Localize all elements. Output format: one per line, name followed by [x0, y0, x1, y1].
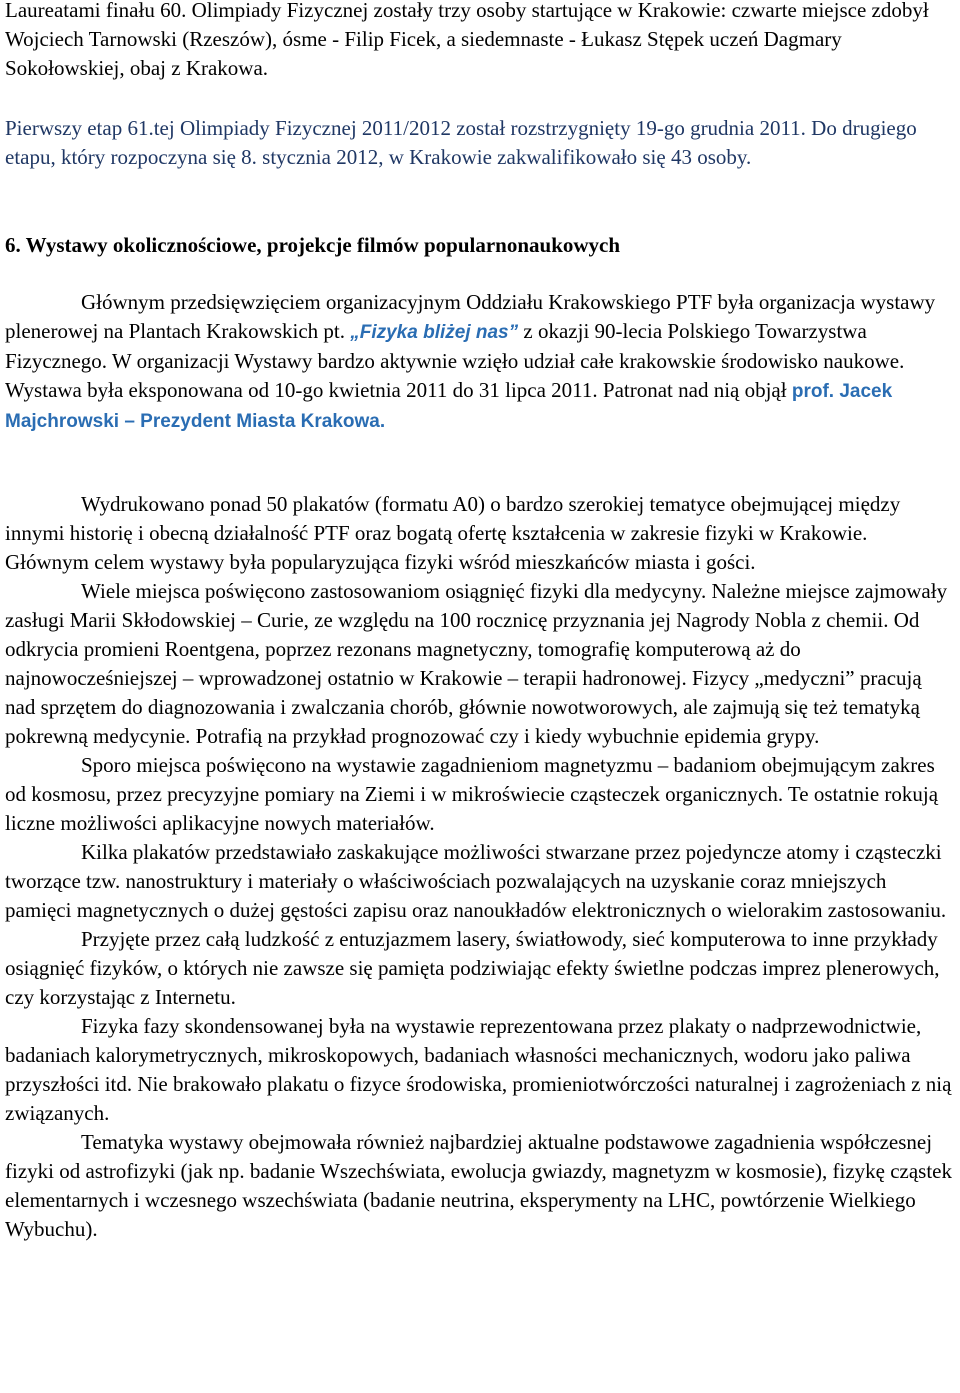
- paragraph-lasers: Przyjęte przez całą ludzkość z entuzjazmem lasery, światłowody, sieć komputerowa to inne przykłady osiągnięć fizyków, o których nie zawsze się pamięta podziwiając efekty świetlne podczas imprez plenerowych, czy korzystając z Internetu.: [5, 927, 940, 1009]
- paragraph-olympiad-first-stage: Pierwszy etap 61.tej Olimpiady Fizycznej 2011/2012 został rozstrzygnięty 19-go grudnia 2011. Do drugiego etapu, który rozpoczyna się 8. stycznia 2012, w Krakowie zakwalifikowało się 43 osoby.: [5, 116, 917, 169]
- paragraph-medicine: Wiele miejsca poświęcono zastosowaniom osiągnięć fizyki dla medycyny. Należne miejsce zajmowały zasługi Marii Skłodowskiej – Curie, ze względu na 100 rocznicę przyznania jej Nagrody Nobla z chemii. Od odkrycia promieni Roentgena, poprzez rezonans magnetyczny, tomografię komputerową aż do najnowocześniejszej – wprowadzonej ostatnio w Krakowie – terapii hadronowej. Fizycy „medyczni” pracują nad sprzętem do diagnozowania i zwalczania chorób, głównie nowotworowych, ale zajmują się też tematyką pokrewną medycynie. Potrafią na przykład prognozować czy i kiedy wybuchnie epidemia grypy.: [5, 579, 948, 748]
- paragraph-magnetism: Sporo miejsca poświęcono na wystawie zagadnieniom magnetyzmu – badaniom obejmującym zakres od kosmosu, przez precyzyjne pomiary na Ziemi i w mikroświecie cząsteczek organicznych. Te ostatnie rokują liczne możliwości aplikacyjne nowych materiałów.: [5, 753, 939, 835]
- paragraph-posters: Wydrukowano ponad 50 plakatów (formatu A0) o bardzo szerokiej tematyce obejmującej między innymi historię i obecną działalność PTF oraz bogatą ofertę kształcenia w zakresie fizyki w Krakowie. Głównym celem wystawy była popularyzująca fizyki wśród mieszkańców miasta i gości.: [5, 492, 901, 574]
- exhibition-intro-text: Głównym przedsięwzięciem organizacyjnym Oddziału Krakowskiego PTF była organizacja wystawy plenerowej na Plantach Krakowskich pt.: [5, 290, 936, 343]
- paragraph-olympiad-finalists: Laureatami finału 60. Olimpiady Fizycznej zostały trzy osoby startujące w Krakowie: czwarte miejsce zdobył Wojciech Tarnowski (Rzeszów), ósme - Filip Ficek, a siedemnaste - Łukasz Stępek uczeń Dagmary Sokołowskiej, obaj z Krakowa.: [5, 0, 929, 80]
- paragraph-exhibition-intro: [5, 288, 953, 436]
- paragraph-nanostructures: Kilka plakatów przedstawiało zaskakujące możliwości stwarzane przez pojedyncze atomy i cząsteczki tworzące tzw. nanostruktury i materiały o właściwościach pozwalających na uzyskanie coraz mniejszych pamięci magnetycznych o dużej gęstości zapisu oraz nanoukładów elektronicznych o wielorakim zastosowaniu.: [5, 840, 947, 922]
- exhibition-title: „Fizyka bliżej nas”: [350, 322, 519, 343]
- section-heading: 6. Wystawy okolicznościowe, projekcje filmów popularnonaukowych: [5, 233, 621, 257]
- exhibition-patron: prof. Jacek Majchrowski – Prezydent Miasta Krakowa.: [5, 381, 893, 432]
- paragraph-modern-physics: Tematyka wystawy obejmowała również najbardziej aktualne podstawowe zagadnienia współczesnej fizyki od astrofizyki (jak np. badanie Wszechświata, ewolucja gwiazdy, magnetyzm w kosmosie), fizykę cząstek elementarnych i wczesnego wszechświata (badanie neutrina, eksperymenty na LHC, powtórzenie Wielkiego Wybuchu).: [5, 1130, 952, 1241]
- exhibition-details-text: z okazji 90-lecia Polskiego Towarzystwa Fizycznego. W organizacji Wystawy bardzo aktywnie wzięło udział całe krakowskie środowisko naukowe. Wystawa była eksponowana od 10-go kwietnia 2011 do 31 lipca 2011. Patronat nad nią objął: [5, 319, 905, 402]
- paragraph-condensed-matter: Fizyka fazy skondensowanej była na wystawie reprezentowana przez plakaty o nadprzewodnictwie, badaniach kalorymetrycznych, mikroskopowych, badaniach własności mechanicznych, wodoru jako paliwa przyszłości itd. Nie brakowało plakatu o fizyce środowiska, promieniotwórczości naturalnej i zagrożeniach z nią związanych.: [5, 1014, 952, 1125]
- body-text-block: [5, 490, 953, 1244]
